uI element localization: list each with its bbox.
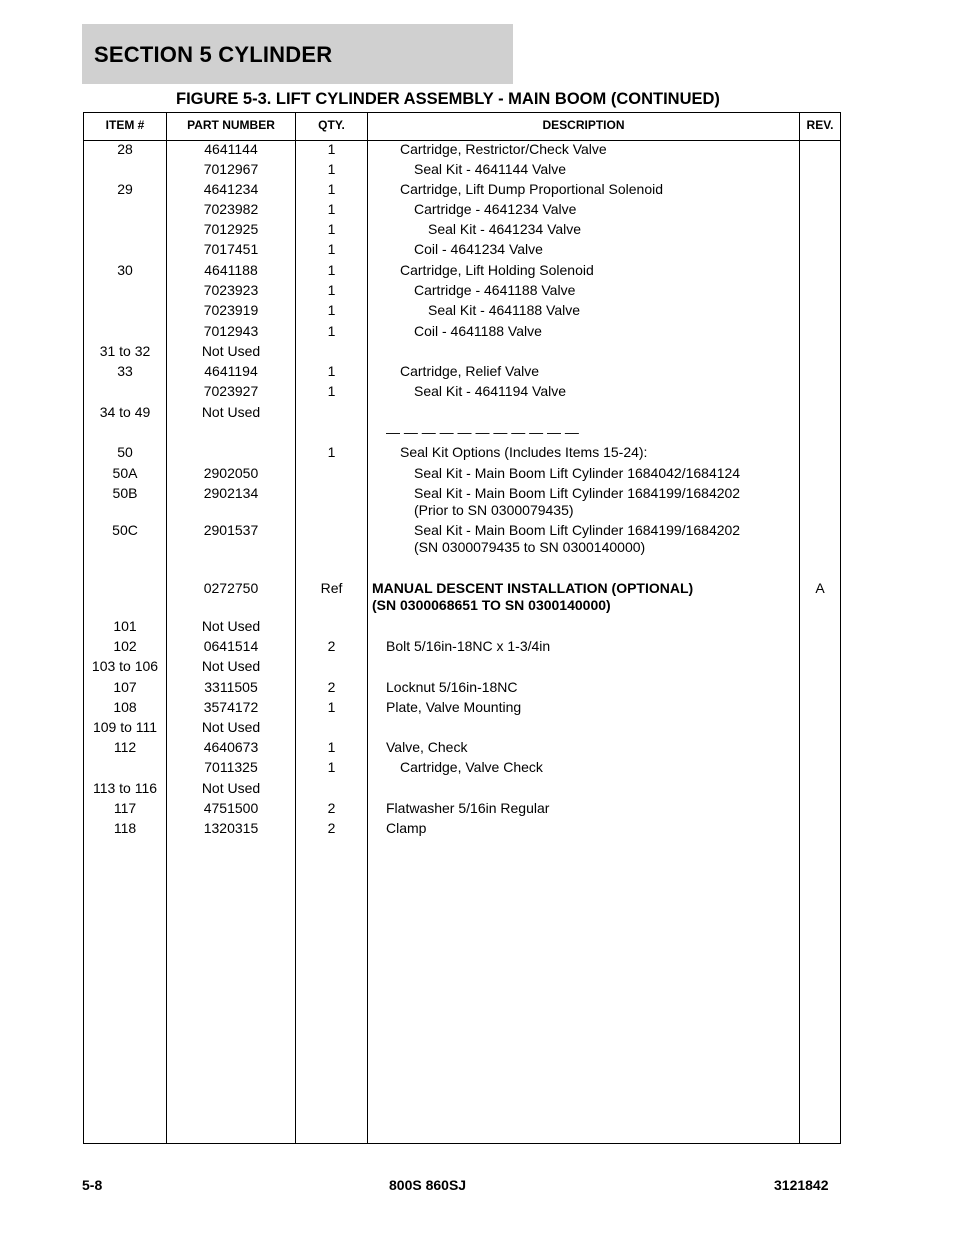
item-number: 107 — [113, 679, 137, 695]
quantity: 1 — [327, 302, 336, 318]
quantity: 1 — [327, 161, 336, 177]
section-title: SECTION 5 CYLINDER — [94, 42, 333, 67]
part-number: 7023919 — [203, 302, 259, 318]
quantity: 2 — [327, 638, 336, 654]
part-number: 1320315 — [203, 820, 259, 836]
description-line: Seal Kit - 4641144 Valve — [414, 161, 567, 177]
header-rev: REV. — [806, 118, 834, 132]
column-divider — [367, 113, 368, 1143]
part-number: 0641514 — [203, 638, 259, 654]
description-line: Seal Kit - Main Boom Lift Cylinder 1684042/1684124 — [414, 465, 741, 481]
header-item: ITEM # — [105, 118, 145, 132]
description — [414, 383, 566, 400]
description — [428, 221, 581, 238]
description — [414, 282, 575, 299]
description-line: Cartridge, Restrictor/Check Valve — [400, 141, 607, 157]
description-line: Seal Kit - Main Boom Lift Cylinder 1684199/1684202 — [414, 522, 741, 538]
part-number: 7017451 — [203, 241, 259, 257]
description-line: Cartridge - 4641234 Valve — [414, 201, 577, 217]
footer-page-number: 5-8 — [82, 1177, 103, 1193]
quantity: 1 — [327, 739, 336, 755]
quantity: 1 — [327, 201, 336, 217]
quantity: 2 — [327, 800, 336, 816]
item-number: 50C — [112, 522, 138, 538]
item-number: 50A — [112, 465, 138, 481]
item-number: 113 to 116 — [92, 780, 158, 796]
description-line: Seal Kit Options (Includes Items 15-24): — [400, 444, 648, 460]
description-line: Bolt 5/16in-18NC x 1-3/4in — [386, 638, 551, 654]
part-number: 7023982 — [203, 201, 259, 217]
description-line: Flatwasher 5/16in Regular — [386, 800, 550, 816]
description-line: Cartridge, Valve Check — [400, 759, 543, 775]
part-number: Not Used — [201, 343, 261, 359]
item-number: 33 — [117, 363, 133, 379]
item-number: 117 — [113, 800, 137, 816]
part-number: 7023923 — [203, 282, 259, 298]
description-line: Seal Kit - 4641188 Valve — [428, 302, 581, 318]
item-number: 31 to 32 — [99, 343, 151, 359]
item-number: 118 — [113, 820, 137, 836]
description — [414, 323, 542, 340]
description-line: Cartridge, Relief Valve — [400, 363, 540, 379]
quantity: 1 — [327, 444, 336, 460]
parts-table — [83, 112, 841, 1144]
description-line: Coil - 4641234 Valve — [414, 241, 543, 257]
description — [400, 262, 594, 279]
description — [428, 302, 580, 319]
part-number: 3311505 — [204, 679, 258, 695]
description — [386, 699, 521, 716]
part-number: 7012925 — [203, 221, 259, 237]
description — [400, 363, 539, 380]
quantity: 1 — [327, 759, 336, 775]
quantity: 2 — [327, 820, 336, 836]
quantity: Ref — [320, 580, 343, 596]
item-number: 112 — [113, 739, 137, 755]
item-number: 108 — [113, 699, 137, 715]
description — [400, 181, 663, 198]
description — [372, 580, 693, 614]
quantity: 1 — [327, 383, 336, 399]
part-number: 2902050 — [203, 465, 259, 481]
description — [414, 241, 543, 258]
item-number: 103 to 106 — [91, 658, 159, 674]
footer-model: 800S 860SJ — [389, 1177, 467, 1193]
item-number: 50 — [117, 444, 133, 460]
quantity: 1 — [327, 282, 336, 298]
quantity: 1 — [327, 221, 336, 237]
description — [414, 465, 740, 482]
header-qty: QTY. — [318, 118, 345, 132]
item-number: 30 — [117, 262, 133, 278]
revision: A — [815, 580, 825, 596]
quantity: 1 — [327, 323, 336, 339]
quantity: 1 — [327, 363, 336, 379]
description — [414, 485, 740, 519]
description-line: (SN 0300068651 TO SN 0300140000) — [372, 597, 611, 613]
part-number: 0272750 — [203, 580, 259, 596]
item-number: 34 to 49 — [99, 404, 151, 420]
description-line: (Prior to SN 0300079435) — [414, 502, 574, 518]
description-line: Cartridge, Lift Dump Proportional Solenoid — [400, 181, 664, 197]
part-number: 4751500 — [203, 800, 259, 816]
part-number: 4641194 — [204, 363, 258, 379]
description-line: Valve, Check — [386, 739, 468, 755]
quantity: 1 — [327, 699, 336, 715]
description-line: (SN 0300079435 to SN 0300140000) — [414, 539, 646, 555]
description-line: Seal Kit - 4641234 Valve — [428, 221, 582, 237]
part-number: 4641234 — [203, 181, 259, 197]
description — [386, 424, 579, 441]
item-number: 50B — [112, 485, 138, 501]
item-number: 102 — [113, 638, 137, 654]
quantity: 1 — [327, 262, 336, 278]
quantity: 2 — [327, 679, 336, 695]
part-number: 7011325 — [204, 759, 258, 775]
part-number: 2901537 — [203, 522, 259, 538]
part-number: 3574172 — [203, 699, 259, 715]
item-number: 101 — [113, 618, 137, 634]
description-line: Clamp — [386, 820, 427, 836]
column-divider — [799, 113, 800, 1143]
part-number: 4641188 — [204, 262, 258, 278]
part-number: Not Used — [201, 404, 261, 420]
part-number: 2902134 — [203, 485, 259, 501]
description-line: Seal Kit - Main Boom Lift Cylinder 1684199/1684202 — [414, 485, 741, 501]
description — [414, 161, 566, 178]
figure-title: FIGURE 5-3. LIFT CYLINDER ASSEMBLY - MAIN BOOM (CONTINUED) — [176, 90, 720, 108]
part-number: Not Used — [201, 719, 261, 735]
part-number: 7012967 — [203, 161, 259, 177]
description-line: Locknut 5/16in-18NC — [386, 679, 518, 695]
description-line: — — — — — — — — — — — — [386, 424, 579, 440]
item-number: 29 — [117, 181, 133, 197]
description — [414, 522, 740, 556]
description — [400, 444, 647, 461]
header-part-number: PART NUMBER — [187, 118, 275, 132]
item-number: 109 to 111 — [92, 719, 158, 735]
part-number: Not Used — [201, 618, 261, 634]
part-number: Not Used — [201, 780, 261, 796]
description — [414, 201, 576, 218]
part-number: 4640673 — [203, 739, 259, 755]
description — [386, 800, 549, 817]
section-banner — [82, 24, 513, 84]
description — [386, 679, 518, 696]
description — [386, 739, 467, 756]
description-line: Cartridge, Lift Holding Solenoid — [400, 262, 594, 278]
description-line: Seal Kit - 4641194 Valve — [414, 383, 567, 399]
part-number: Not Used — [201, 658, 261, 674]
description-line: MANUAL DESCENT INSTALLATION (OPTIONAL) — [372, 580, 694, 596]
footer-doc-number: 3121842 — [774, 1177, 829, 1193]
description-line: Coil - 4641188 Valve — [414, 323, 542, 339]
item-number: 28 — [117, 141, 133, 157]
header-description: DESCRIPTION — [542, 118, 625, 132]
description — [386, 820, 426, 837]
part-number: 4641144 — [204, 141, 258, 157]
quantity: 1 — [327, 241, 336, 257]
part-number: 7012943 — [203, 323, 259, 339]
description — [386, 638, 550, 655]
quantity: 1 — [327, 141, 336, 157]
description-line: Plate, Valve Mounting — [386, 699, 522, 715]
description-line: Cartridge - 4641188 Valve — [414, 282, 576, 298]
description — [400, 141, 607, 158]
part-number: 7023927 — [203, 383, 259, 399]
description — [400, 759, 543, 776]
quantity: 1 — [327, 181, 336, 197]
